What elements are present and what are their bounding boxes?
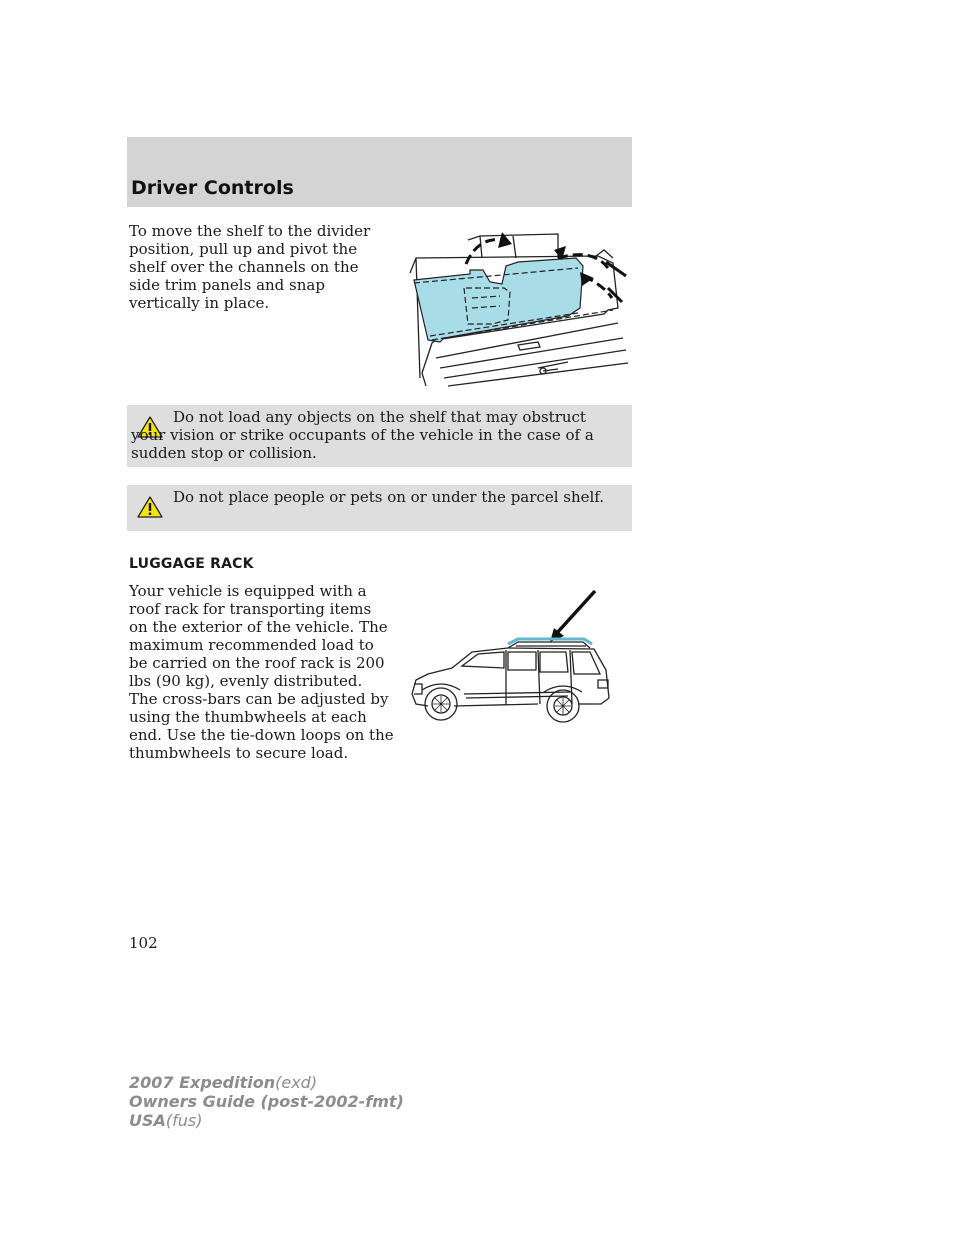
warning-box-shelf-objects: [127, 405, 632, 467]
document-footer: [129, 1073, 404, 1130]
warning-box-shelf-people: [127, 485, 632, 531]
section-title: Driver Controls: [131, 177, 294, 199]
section-header: [127, 137, 632, 207]
footer-model: 2007 Expedition: [129, 1073, 276, 1092]
luggage-rack-paragraph: Your vehicle is equipped with a roof rack for transporting items on the exterior of the vehicle. The maximum recommended load to be carried on the roof rack is 200 lbs (90 kg), evenly distributed. The cross-bars can be adjusted by using the thumbwheels at each end. Use the tie-down loops on the thumbwheels to secure load.: [129, 582, 394, 762]
warning-text: Do not place people or pets on or under the parcel shelf.: [173, 488, 605, 506]
footer-market-code: (fus): [165, 1111, 203, 1130]
vehicle-roof-rack-illustration: [408, 586, 613, 732]
parcel-shelf-illustration: [408, 228, 630, 390]
page-number: 102: [129, 934, 158, 952]
warning-text: Do not load any objects on the shelf that may obstruct your vision or strike occupants of the vehicle in the case of a sudden stop or collision.: [131, 408, 594, 462]
shelf-paragraph: To move the shelf to the divider position, pull up and pivot the shelf over the channels on the side trim panels and snap vertically in place.: [129, 222, 371, 312]
footer-model-code: (exd): [275, 1073, 318, 1092]
footer-guide: Owners Guide (post-2002-fmt): [129, 1092, 404, 1111]
footer-market: USA: [129, 1111, 166, 1130]
luggage-rack-heading: LUGGAGE RACK: [129, 556, 254, 572]
